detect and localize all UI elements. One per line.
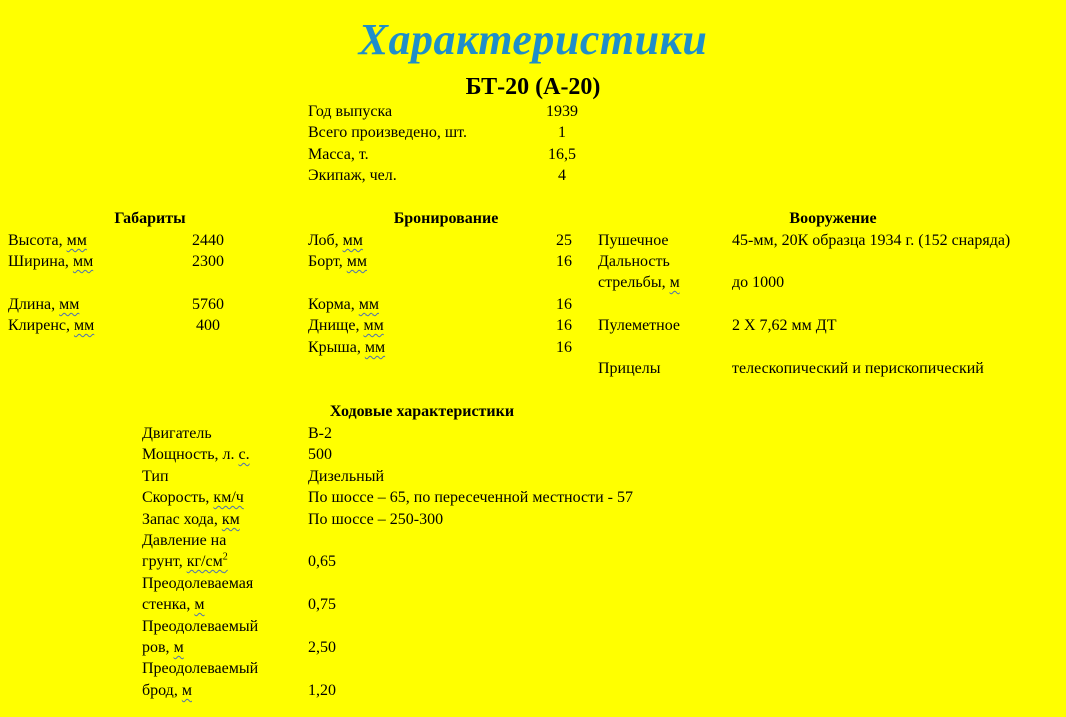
armor-value: 16	[556, 253, 572, 270]
pressure-value: 0,65	[308, 553, 336, 570]
dimension-label: Высота, мм	[8, 232, 87, 249]
gun-value: 45-мм, 20К образца 1934 г. (152 снаряда)	[732, 232, 1011, 249]
armor-label: Борт, мм	[308, 253, 368, 270]
dimension-label: Длина, мм	[8, 296, 80, 313]
sights-value: телескопический и перископический	[732, 360, 984, 377]
armor-label: Корма, мм	[308, 296, 379, 313]
dimension-value: 5760	[192, 296, 224, 313]
power-value: 500	[308, 446, 332, 463]
armor-label: Лоб, мм	[308, 232, 363, 249]
armor-value: 16	[556, 317, 572, 334]
armor-value: 25	[556, 232, 572, 249]
ford-label: Преодолеваемый	[142, 660, 259, 677]
range-label-unit: стрельбы, м	[598, 274, 680, 291]
armor-label: Днище, мм	[308, 317, 384, 334]
page-title: Характеристики	[358, 15, 708, 64]
wall-value: 0,75	[308, 596, 336, 613]
type-value: Дизельный	[308, 468, 385, 485]
pressure-label: Давление на	[142, 532, 227, 549]
dimension-value: 2300	[192, 253, 224, 270]
dimension-value: 2440	[192, 232, 224, 249]
armor-label: Крыша, мм	[308, 339, 386, 356]
pressure-label-unit: грунт, $кг/см^2$	[142, 551, 228, 570]
armor-header: Бронирование	[393, 210, 499, 227]
speed-label: Скорость, км/ч	[142, 489, 244, 506]
mg-value: 2 Х 7,62 мм ДТ	[732, 317, 837, 334]
ditch-label-unit: ров, м	[142, 639, 184, 656]
general-label: Масса, т.	[308, 146, 369, 163]
range-value: до 1000	[732, 274, 785, 291]
wall-label: Преодолеваемая	[142, 575, 254, 592]
mg-label: Пулеметное	[598, 317, 681, 334]
range-value: По шоссе – 250-300	[308, 511, 444, 528]
ford-label-unit: брод, м	[142, 682, 192, 699]
general-value: 1	[558, 124, 566, 141]
ditch-label: Преодолеваемый	[142, 618, 259, 635]
power-label: Мощность, л. с.	[142, 446, 250, 463]
type-label: Тип	[142, 468, 169, 485]
general-value: 1939	[546, 103, 578, 120]
engine-label: Двигатель	[142, 425, 212, 442]
wall-label-unit: стенка, м	[142, 596, 205, 613]
armament-header: Вооружение	[789, 210, 877, 227]
general-value: 4	[558, 167, 566, 184]
vehicle-name: БТ-20 (А-20)	[465, 74, 601, 100]
dimensions-header: Габариты	[114, 210, 186, 227]
armor-value: 16	[556, 339, 572, 356]
dimension-label: Ширина, мм	[8, 253, 94, 270]
armor-value: 16	[556, 296, 572, 313]
general-value: 16,5	[548, 146, 576, 163]
general-label: Всего произведено, шт.	[308, 124, 467, 141]
range-label: Запас хода, км	[142, 511, 240, 528]
dimension-value: 400	[196, 317, 220, 334]
general-label: Экипаж, чел.	[308, 167, 397, 184]
engine-value: В-2	[308, 425, 332, 442]
dimension-label: Клиренс, мм	[8, 317, 95, 334]
ford-value: 1,20	[308, 682, 336, 699]
sights-label: Прицелы	[598, 360, 661, 377]
range-label: Дальность	[598, 253, 670, 270]
gun-label: Пушечное	[598, 232, 669, 249]
speed-value: По шоссе – 65, по пересеченной местности - 57	[308, 489, 633, 506]
mobility-header: Ходовые характеристики	[329, 403, 515, 420]
ditch-value: 2,50	[308, 639, 336, 656]
general-label: Год выпуска	[308, 103, 393, 120]
